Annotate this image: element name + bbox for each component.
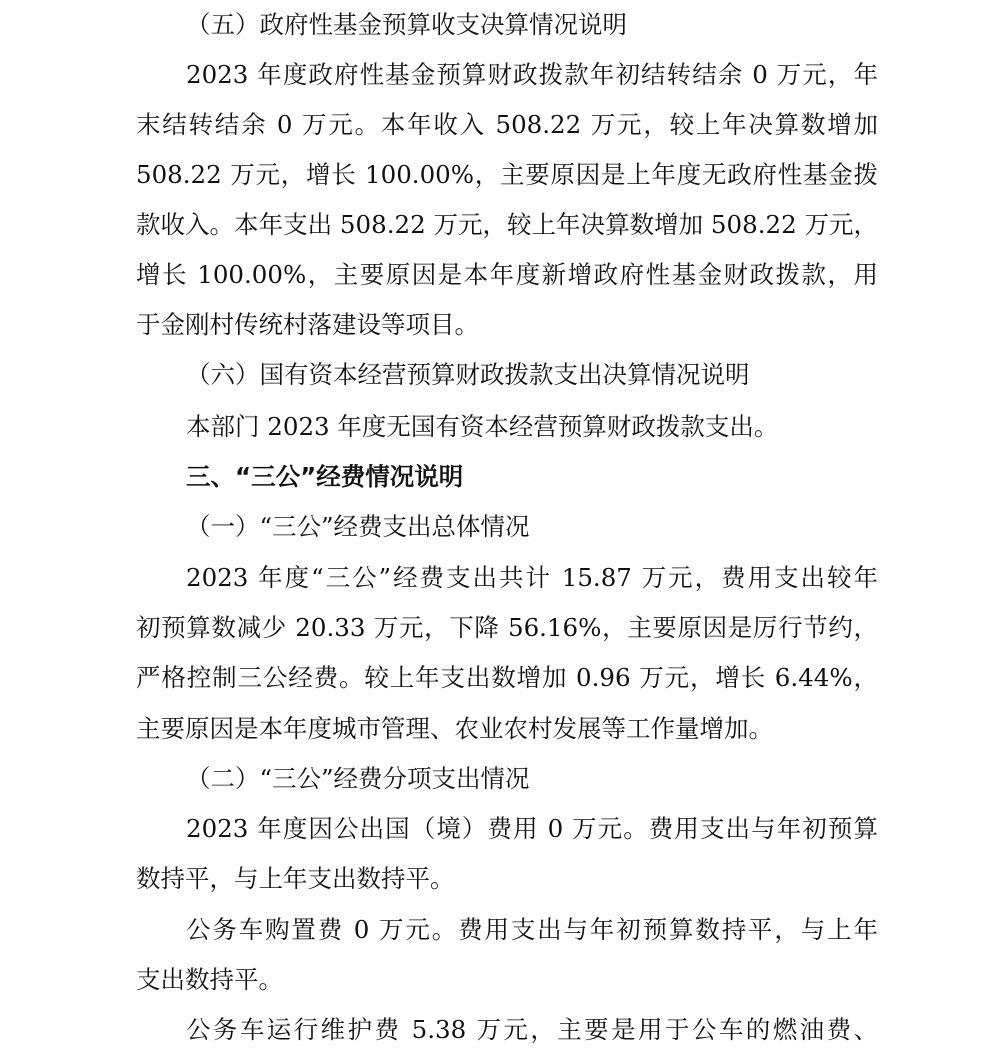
paragraph-line: 数持平，与上年支出数持平。 — [136, 864, 455, 893]
paragraph-line: 增长 100.00%，主要原因是本年度新增政府性基金财政拨款，用 — [136, 260, 878, 289]
paragraph-line: 末结转结余 0 万元。本年收入 508.22 万元，较上年决算数增加 — [136, 110, 878, 139]
section-heading-1: （一）“三公”经费支出总体情况 — [186, 512, 530, 541]
paragraph-line: 初预算数减少 20.33 万元，下降 56.16%，主要原因是厉行节约， — [136, 613, 878, 642]
paragraph-line: 公务车运行维护费 5.38 万元，主要是用于公车的燃油费、 — [186, 1015, 878, 1044]
paragraph-line: 主要原因是本年度城市管理、农业农村发展等工作量增加。 — [136, 714, 773, 743]
paragraph-line: 款收入。本年支出 508.22 万元，较上年决算数增加 508.22 万元， — [136, 210, 878, 239]
paragraph-line: 公务车购置费 0 万元。费用支出与年初预算数持平，与上年 — [186, 915, 878, 944]
paragraph-line: 于金刚村传统村落建设等项目。 — [136, 310, 479, 339]
paragraph-line: 严格控制三公经费。较上年支出数增加 0.96 万元，增长 6.44%， — [136, 663, 878, 692]
section-heading-2: （二）“三公”经费分项支出情况 — [186, 764, 530, 793]
paragraph-line: 508.22 万元，增长 100.00%，主要原因是上年度无政府性基金拨 — [136, 160, 878, 189]
paragraph-line: 2023 年度“三公”经费支出共计 15.87 万元，费用支出较年 — [186, 563, 878, 592]
paragraph-line: 支出数持平。 — [136, 965, 283, 994]
paragraph-line: 2023 年度因公出国（境）费用 0 万元。费用支出与年初预算 — [186, 814, 878, 843]
paragraph-line: 本部门 2023 年度无国有资本经营预算财政拨款支出。 — [186, 412, 779, 441]
chapter-heading-3: 三、“三公”经费情况说明 — [186, 462, 464, 491]
section-heading-5: （五）政府性基金预算收支决算情况说明 — [186, 10, 627, 39]
section-heading-6: （六）国有资本经营预算财政拨款支出决算情况说明 — [186, 360, 750, 389]
paragraph-line: 2023 年度政府性基金预算财政拨款年初结转结余 0 万元，年 — [186, 60, 878, 89]
